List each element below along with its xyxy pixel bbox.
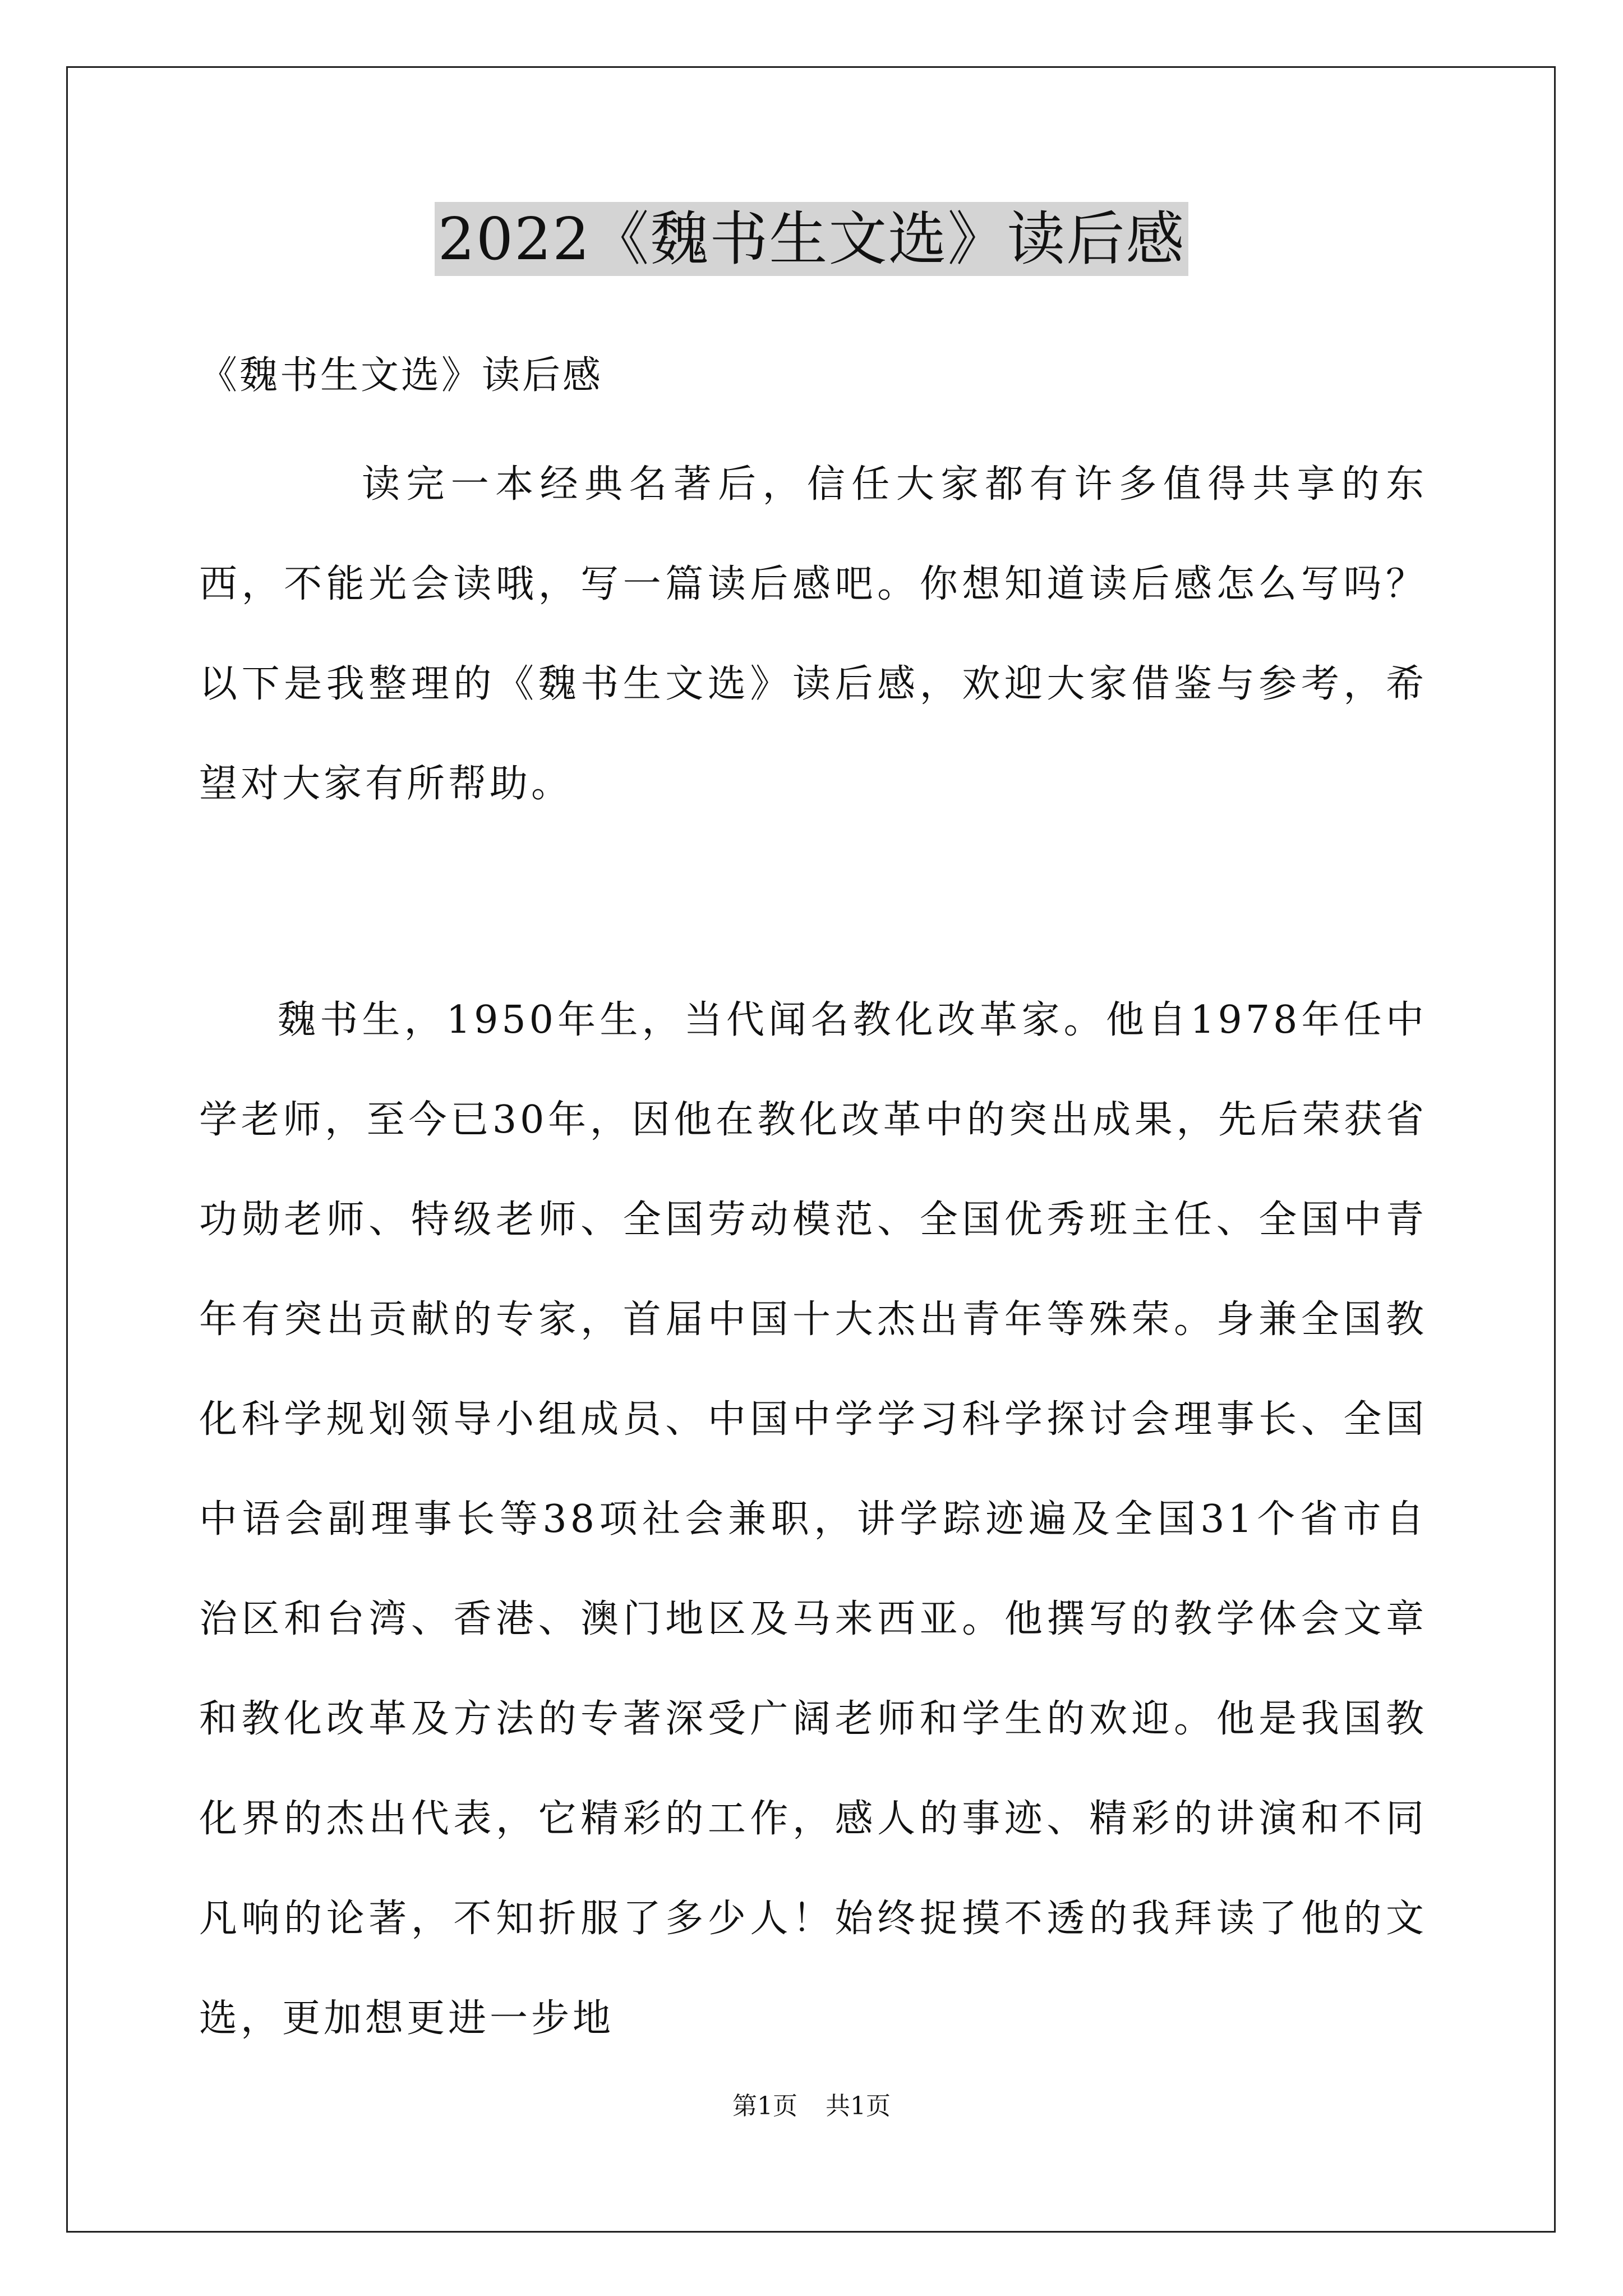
page-footer <box>0 2090 1623 2123</box>
main-paragraph-block <box>199 970 1427 2069</box>
intro-paragraph-block <box>199 435 1427 834</box>
paragraph-main: 魏书生，1950年生，当代闻名教化改革家。他自1978年任中学老师，至今已30年，因他在教化改革中的突出成果，先后荣获省功勋老师、特级老师、全国劳动模范、全国优秀班主任、全国中青年有突出贡献的专家，首届中国十大杰出青年等殊荣。身兼全国教化科学规划领导小组成员、中国中学学习科学探讨会理事长、全国中语会副理事长等38项社会兼职，讲学踪迹遍及全国31个省市自治区和台湾、香港、澳门地区及马来西亚。他撰写的教学体会文章和教化改革及方法的专著深受广阔老师和学生的欢迎。他是我国教化界的杰出代表，它精彩的工作，感人的事迹、精彩的讲演和不同凡响的论著，不知折服了多少人！始终捉摸不透的我拜读了他的文选，更加想更进一步地 <box>199 998 1427 2041</box>
paragraph-intro: 读完一本经典名著后，信任大家都有许多值得共享的东西，不能光会读哦，写一篇读后感吧。你想知道读后感怎么写吗？以下是我整理的《魏书生文选》读后感，欢迎大家借鉴与参考，希望对大家有所帮助。 <box>199 462 1427 806</box>
page-number-current: 第1页 <box>732 2092 797 2120</box>
page-number-total: 共1页 <box>826 2092 891 2120</box>
document-title: 2022《魏书生文选》读后感 <box>435 202 1189 276</box>
document-subtitle: 《魏书生文选》读后感 <box>199 353 603 398</box>
title-container <box>0 202 1623 276</box>
